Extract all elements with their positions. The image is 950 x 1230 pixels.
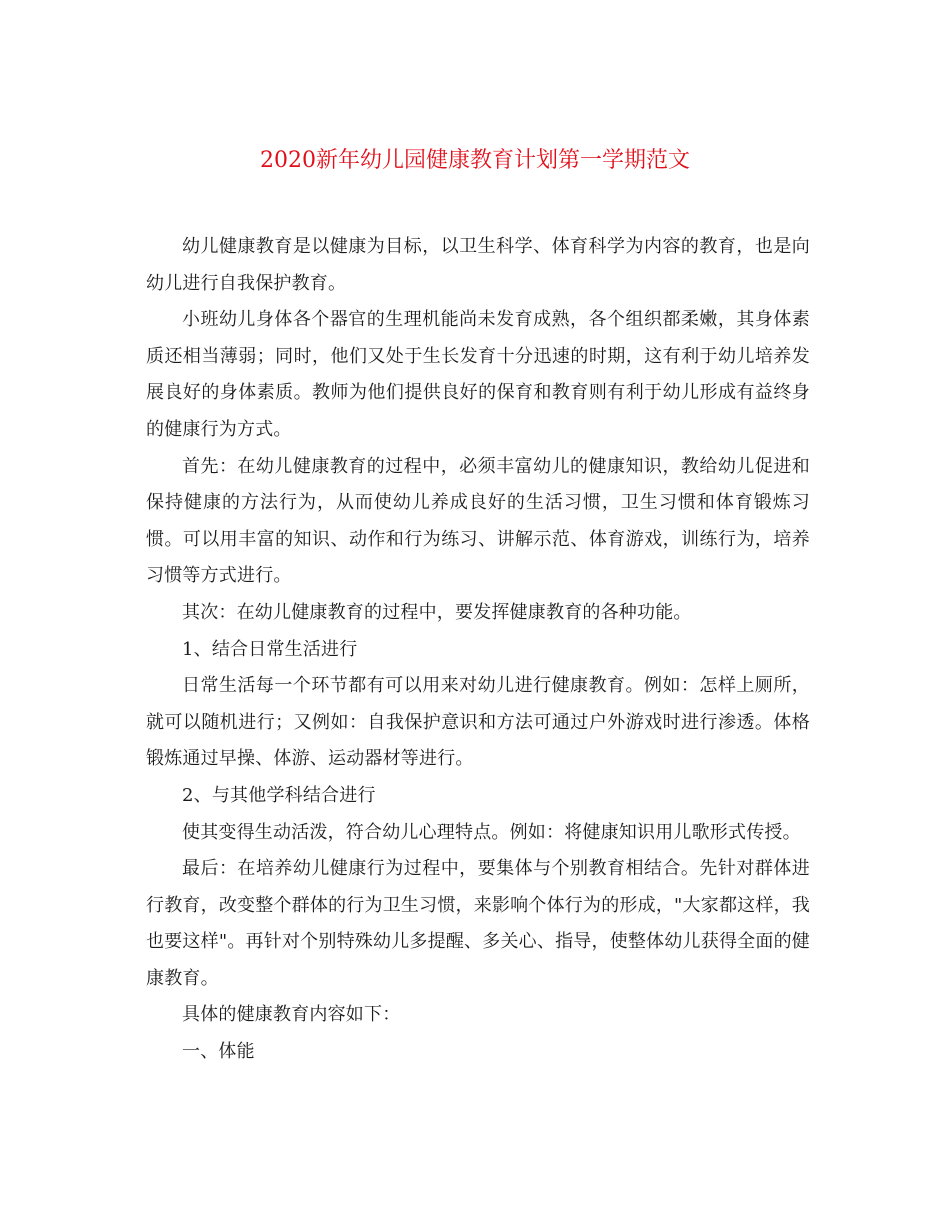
paragraph-second: 其次：在幼儿健康教育的过程中，要发挥健康教育的各种功能。: [182, 601, 692, 623]
document-body: [146, 229, 810, 1071]
document-title: 2020新年幼儿园健康教育计划第一学期范文: [260, 148, 690, 173]
heading-other-subjects: 2、与其他学科结合进行: [182, 784, 376, 806]
paragraph-intro: 幼儿健康教育是以健康为目标，以卫生科学、体育科学为内容的教育，也是向幼儿进行自我保护教育。: [146, 236, 810, 294]
paragraph-physical-condition: 小班幼儿身体各个器官的生理机能尚未发育成熟，各个组织都柔嫩，其身体素质还相当薄弱；同时，他们又处于生长发育十分迅速的时期，这有利于幼儿培养发展良好的身体素质。教师为他们提供良好的保育和教育则有利于幼儿形成有益终身的健康行为方式。: [146, 309, 810, 440]
paragraph-daily-life: 日常生活每一个环节都有可以用来对幼儿进行健康教育。例如：怎样上厕所，就可以随机进行；又例如：自我保护意识和方法可通过户外游戏时进行渗透。体格锻炼通过早操、体游、运动器材等进行。: [146, 675, 810, 770]
paragraph-finally: 最后：在培养幼儿健康行为过程中，要集体与个别教育相结合。先针对群体进行教育，改变整个群体的行为卫生习惯，来影响个体行为的形成，"大家都这样，我也要这样"。再针对个别特殊幼儿多提醒、多关心、指导，使整体幼儿获得全面的健康教育。: [146, 858, 810, 989]
heading-daily-life: 1、结合日常生活进行: [182, 638, 358, 660]
heading-physical-fitness: 一、体能: [182, 1041, 255, 1063]
paragraph-other-subjects: 使其变得生动活泼，符合幼儿心理特点。例如：将健康知识用儿歌形式传授。: [182, 821, 801, 843]
paragraph-first: 首先：在幼儿健康教育的过程中，必须丰富幼儿的健康知识，教给幼儿促进和保持健康的方法行为，从而使幼儿养成良好的生活习惯，卫生习惯和体育锻炼习惯。可以用丰富的知识、动作和行为练习、讲解示范、体育游戏，训练行为，培养习惯等方式进行。: [146, 455, 810, 587]
paragraph-content-intro: 具体的健康教育内容如下：: [182, 1004, 401, 1026]
